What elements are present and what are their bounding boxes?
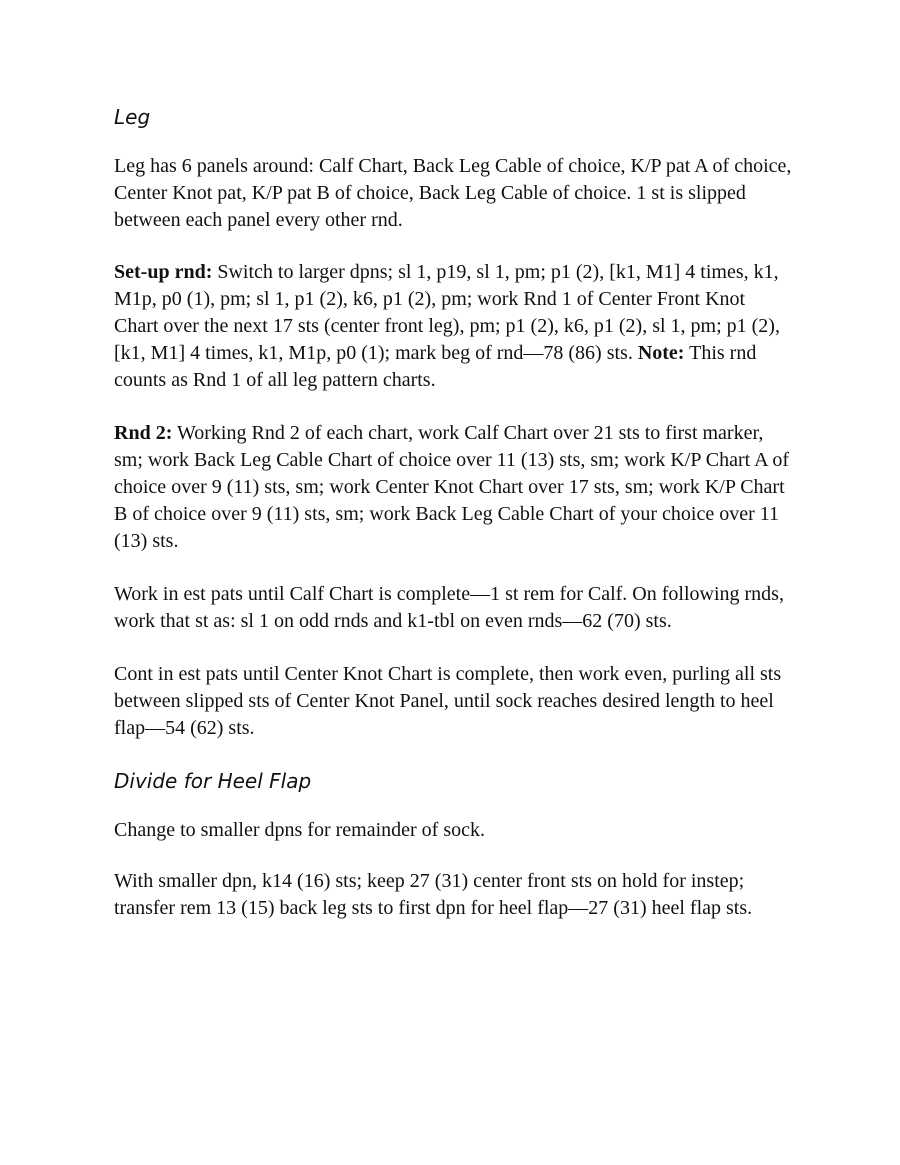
round-2-label: Rnd 2:	[114, 422, 173, 444]
round-2-text: Working Rnd 2 of each chart, work Calf Chart over 21 sts to first marker, sm; work Back Leg Cable Chart of choice over 11 (13) sts, sm; work K/P Chart A of choice over 9 (11) sts, sm; work Center Knot Chart over 17 sts, sm; work K/P Chart B of choice over 9 (11) sts, sm; work Back Leg Cable Chart of your choice over 11 (13) sts.	[114, 422, 790, 552]
change-dpns-paragraph: Change to smaller dpns for remainder of sock.	[114, 819, 486, 841]
calf-chart-paragraph: Work in est pats until Calf Chart is complete—1 st rem for Calf. On following rnds, work that st as: sl 1 on odd rnds and k1-tbl on even rnds—62 (70) sts.	[114, 583, 784, 632]
setup-round-text: Switch to larger dpns; sl 1, p19, sl 1, pm; p1 (2), [k1, M1] 4 times, k1, M1p, p0 (1), pm; sl 1, p1 (2), k6, p1 (2), pm; work Rnd 1 of Center Front Knot Chart over the next 17 sts (center front leg), pm; p1 (2), k6, p1 (2), sl 1, pm; p1 (2), [k1, M1] 4 times, k1, M1p, p0 (1); mark beg of rnd—78 (86) sts.	[114, 261, 780, 364]
note-text: This rnd counts as Rnd 1 of all leg pattern charts.	[114, 342, 757, 391]
smaller-dpn-paragraph: With smaller dpn, k14 (16) sts; keep 27 (31) center front sts on hold for instep; transfer rem 13 (15) back leg sts to first dpn for heel flap—27 (31) heel flap sts.	[114, 870, 753, 919]
setup-round-label: Set-up rnd:	[114, 261, 213, 283]
round-2-paragraph	[114, 420, 794, 555]
section-heading-leg: Leg	[114, 105, 151, 129]
continue-paragraph: Cont in est pats until Center Knot Chart is complete, then work even, purling all sts between slipped sts of Center Knot Panel, until sock reaches desired length to heel flap—54 (62) sts.	[114, 663, 782, 739]
note-label: Note:	[637, 342, 685, 364]
section-heading-divide-heel-flap: Divide for Heel Flap	[114, 769, 312, 793]
setup-round-paragraph	[114, 259, 794, 394]
document-page	[114, 100, 794, 922]
leg-intro-paragraph: Leg has 6 panels around: Calf Chart, Back Leg Cable of choice, K/P pat A of choice, Center Knot pat, K/P pat B of choice, Back Leg Cable of choice. 1 st is slipped between each panel every other rnd.	[114, 155, 792, 231]
